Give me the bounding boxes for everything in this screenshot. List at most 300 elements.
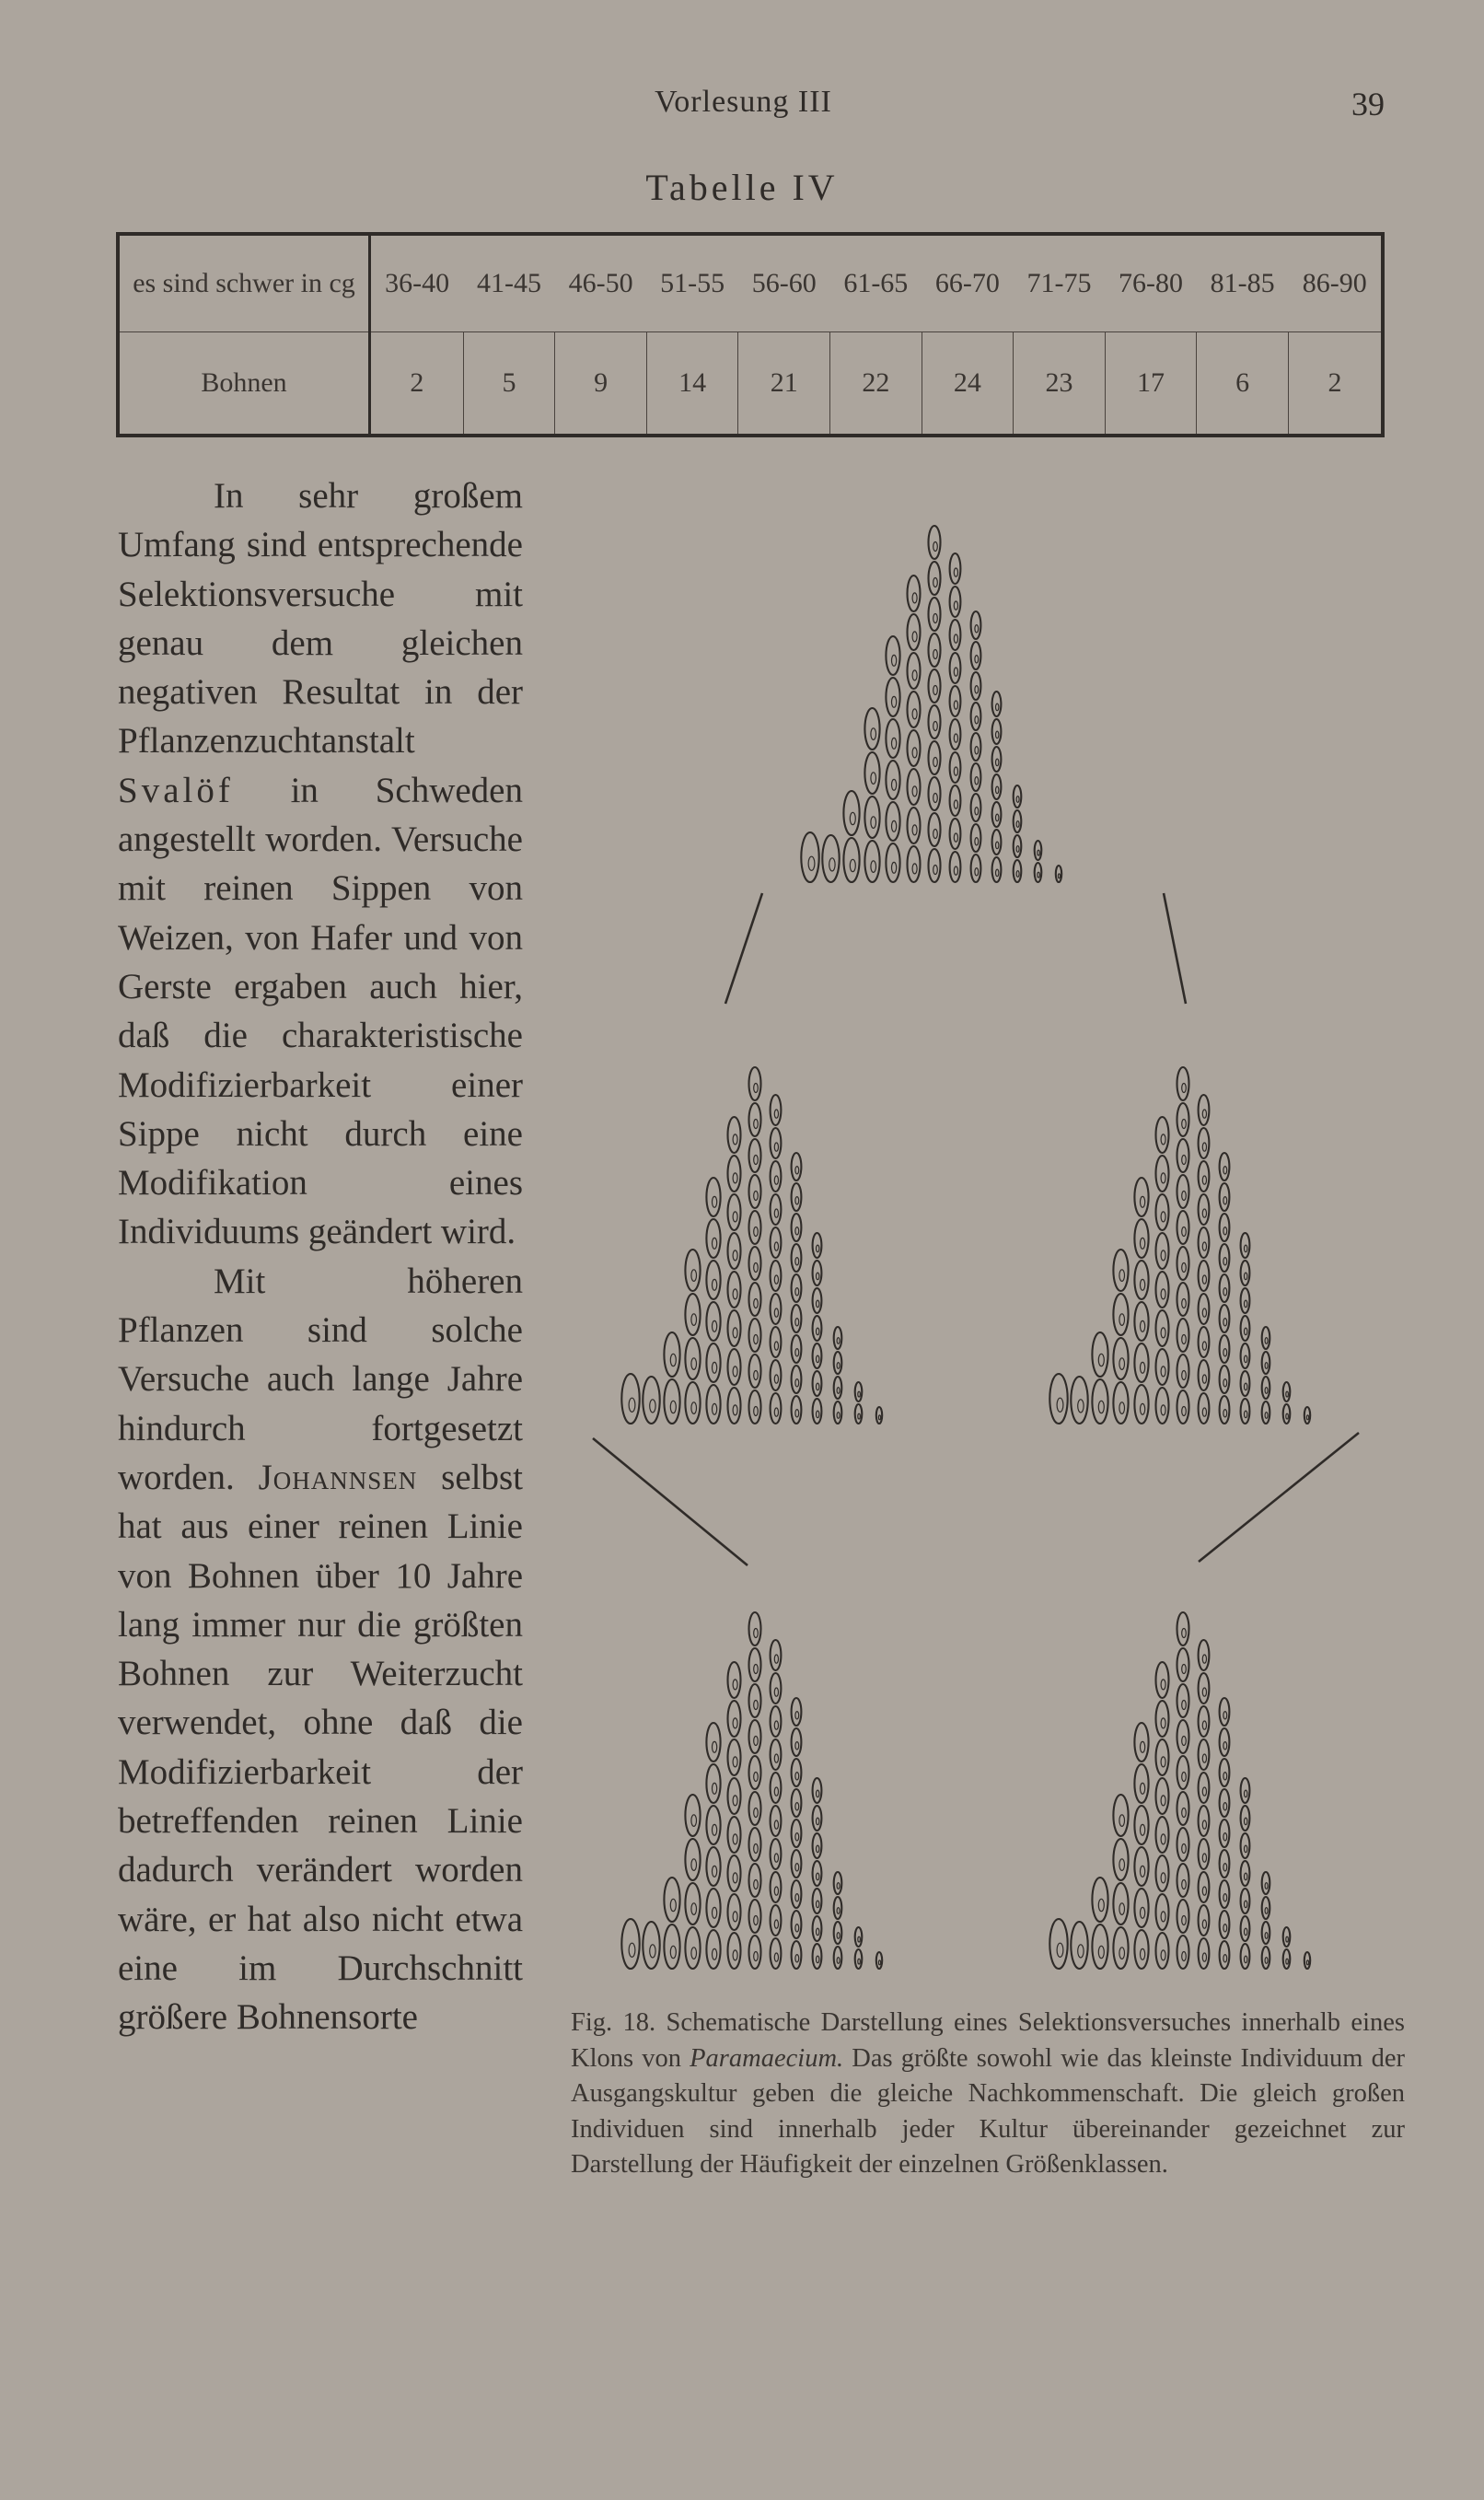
count-cell: 14 xyxy=(646,332,738,436)
cell-nucleus xyxy=(1119,1948,1125,1959)
cell-nucleus xyxy=(996,731,999,738)
column-header: 66-70 xyxy=(934,268,1000,298)
cell-nucleus xyxy=(670,1899,676,1911)
cell-nucleus xyxy=(754,1916,759,1925)
paragraph-text: In sehr großem Umfang sind entsprechende Selektionsversuche mit genau dem gleichen negativen Resultat in der Pflanzenzuchtanstalt xyxy=(118,476,523,762)
cell-nucleus xyxy=(975,625,979,633)
count-cell: 2 xyxy=(370,332,464,436)
cell-nucleus xyxy=(795,1379,799,1387)
cell-nucleus xyxy=(817,1383,819,1390)
cell-nucleus xyxy=(774,1820,778,1829)
cell-nucleus xyxy=(1141,1403,1145,1414)
cell-nucleus xyxy=(954,634,957,643)
cell-nucleus xyxy=(754,1808,759,1818)
cell-nucleus xyxy=(837,1388,840,1394)
cell-nucleus xyxy=(1161,1173,1165,1183)
cell-nucleus xyxy=(795,1288,799,1296)
cell-nucleus xyxy=(1119,1815,1125,1827)
cell-nucleus xyxy=(1161,1134,1165,1145)
cell-nucleus xyxy=(975,716,979,724)
count-cell: 22 xyxy=(830,332,922,436)
cell-nucleus xyxy=(1141,1866,1145,1877)
parent-culture xyxy=(801,526,1061,882)
cell-nucleus xyxy=(817,1845,819,1853)
cell-nucleus xyxy=(954,767,957,775)
figure-caption xyxy=(571,2006,1405,2183)
cell-nucleus xyxy=(754,1880,759,1890)
cell-nucleus xyxy=(933,542,938,552)
cell-nucleus xyxy=(892,820,897,831)
column-header: 71-75 xyxy=(1026,268,1092,298)
page-number: 39 xyxy=(1351,86,1385,122)
column-header: 61-65 xyxy=(843,268,909,298)
cell-nucleus xyxy=(817,1790,819,1797)
cell-nucleus xyxy=(754,1263,759,1273)
cell-nucleus xyxy=(817,1355,819,1363)
cell-nucleus xyxy=(1141,1948,1145,1959)
cell-nucleus xyxy=(1223,1288,1227,1296)
cell-nucleus xyxy=(1245,1901,1247,1908)
cell-nucleus xyxy=(754,1665,759,1674)
cell-nucleus xyxy=(1119,1270,1125,1282)
cell-nucleus xyxy=(1161,1950,1165,1960)
cell-nucleus xyxy=(1265,1388,1268,1394)
cell-nucleus xyxy=(1161,1834,1165,1844)
cell-nucleus xyxy=(629,1943,635,1957)
cell-nucleus xyxy=(691,1314,697,1326)
cell-nucleus xyxy=(1161,1718,1165,1728)
cell-nucleus xyxy=(933,866,938,875)
cell-nucleus xyxy=(933,758,938,767)
cell-nucleus xyxy=(975,747,979,754)
cell-nucleus xyxy=(1286,1413,1289,1419)
cell-nucleus xyxy=(1245,1790,1247,1797)
cell-nucleus xyxy=(774,1375,778,1383)
cell-nucleus xyxy=(1202,1375,1206,1383)
cell-nucleus xyxy=(1265,1363,1268,1369)
cell-nucleus xyxy=(1202,1920,1206,1928)
cell-nucleus xyxy=(1223,1712,1227,1719)
paragraph xyxy=(118,471,523,1257)
cell-nucleus xyxy=(817,1956,819,1963)
cell-nucleus xyxy=(817,1328,819,1335)
cell-nucleus xyxy=(1286,1391,1289,1397)
table-header-row xyxy=(118,234,1383,332)
cell-nucleus xyxy=(975,686,979,693)
cell-nucleus xyxy=(892,862,897,873)
cell-nucleus xyxy=(1057,1398,1063,1412)
cell-nucleus xyxy=(1119,1903,1125,1915)
cell-nucleus xyxy=(774,1110,778,1118)
cell-nucleus xyxy=(713,1279,717,1290)
cell-nucleus xyxy=(817,1873,819,1880)
cell-nucleus xyxy=(1223,1349,1227,1356)
cell-nucleus xyxy=(1182,1371,1187,1380)
cell-nucleus xyxy=(733,1718,737,1728)
cell-nucleus xyxy=(754,1952,759,1961)
cell-nucleus xyxy=(837,1363,840,1369)
cell-nucleus xyxy=(837,1908,840,1914)
cell-nucleus xyxy=(1245,1956,1247,1963)
cell-nucleus xyxy=(1161,1328,1165,1338)
cell-nucleus xyxy=(795,1227,799,1235)
cell-nucleus xyxy=(871,817,876,829)
caption-text: Schematische Darstellung eines Selektionsversuches innerhalb eines Klons von xyxy=(571,2008,1405,2073)
cell-nucleus xyxy=(1119,1402,1125,1414)
cell-nucleus xyxy=(1223,1167,1227,1174)
cell-nucleus xyxy=(754,1773,759,1782)
cell-nucleus xyxy=(1223,1197,1227,1204)
cell-nucleus xyxy=(650,1400,655,1413)
cell-nucleus xyxy=(1245,1845,1247,1853)
cell-nucleus xyxy=(1306,1415,1308,1420)
cell-nucleus xyxy=(1223,1742,1227,1750)
cell-nucleus xyxy=(1161,1680,1165,1690)
body-text xyxy=(118,471,523,2042)
paragraph-text: Mit höheren Pflanzen sind solche Versuche auch lange Jahre hindurch fortgesetzt worden. xyxy=(118,1261,523,1497)
cell-nucleus xyxy=(754,1407,759,1416)
cell-nucleus xyxy=(1098,1946,1104,1958)
cell-nucleus xyxy=(774,1242,778,1250)
cell-nucleus xyxy=(1202,1721,1206,1729)
cell-nucleus xyxy=(1202,1275,1206,1284)
cell-nucleus xyxy=(912,864,917,874)
cell-nucleus xyxy=(850,859,855,871)
cell-nucleus xyxy=(1078,1400,1084,1413)
cell-nucleus xyxy=(1223,1864,1227,1871)
cell-nucleus xyxy=(1245,1383,1247,1390)
cell-nucleus xyxy=(713,1824,717,1835)
cell-nucleus xyxy=(754,1629,759,1638)
cell-nucleus xyxy=(1038,872,1040,878)
cell-nucleus xyxy=(817,1300,819,1308)
cell-nucleus xyxy=(1202,1655,1206,1663)
culture-right-bottom xyxy=(1049,1612,1310,1969)
cell-nucleus xyxy=(1182,1227,1187,1237)
cell-nucleus xyxy=(954,668,957,676)
cell-nucleus xyxy=(795,1894,799,1901)
cell-nucleus xyxy=(1202,1308,1206,1317)
cell-nucleus xyxy=(733,1912,737,1922)
cell-nucleus xyxy=(691,1402,697,1414)
cell-nucleus xyxy=(1202,1820,1206,1829)
cell-nucleus xyxy=(837,1413,840,1419)
cell-nucleus xyxy=(629,1398,635,1412)
cell-nucleus xyxy=(1141,1279,1145,1290)
cell-nucleus xyxy=(754,1227,759,1237)
cell-nucleus xyxy=(1202,1242,1206,1250)
cell-nucleus xyxy=(774,1176,778,1184)
cell-nucleus xyxy=(954,701,957,709)
cell-nucleus xyxy=(1182,1156,1187,1165)
paragraph-text: selbst hat aus einer reinen Linie von Bohnen über 10 Jahre lang immer nur die größten Bohnen zur Weiterzucht verwendet, ohne daß die Modifizierbarkeit der betreffenden reinen Linie dadurch verändert worden wäre, er hat also nicht etwa eine im Durchschnitt größere Bohnensorte xyxy=(118,1457,523,2038)
cell-nucleus xyxy=(817,1901,819,1908)
cell-nucleus xyxy=(996,842,999,849)
cell-nucleus xyxy=(1202,1688,1206,1696)
cell-nucleus xyxy=(837,1338,840,1344)
cell-nucleus xyxy=(1182,1737,1187,1746)
cell-nucleus xyxy=(1058,874,1060,878)
selection-experiment-figure xyxy=(552,460,1399,1998)
lineage-line xyxy=(1199,1433,1359,1562)
cell-nucleus xyxy=(1161,1873,1165,1883)
cell-nucleus xyxy=(933,578,938,587)
count-cell: 2 xyxy=(1288,332,1383,436)
cell-nucleus xyxy=(1119,1314,1125,1326)
cell-nucleus xyxy=(829,858,835,871)
cell-nucleus xyxy=(808,856,815,870)
cell-nucleus xyxy=(1202,1953,1206,1961)
cell-nucleus xyxy=(1182,1629,1187,1638)
cell-nucleus xyxy=(1265,1413,1268,1419)
cell-nucleus xyxy=(1161,1366,1165,1377)
cell-nucleus xyxy=(1182,1120,1187,1129)
cell-nucleus xyxy=(1245,1245,1247,1252)
column-header: 56-60 xyxy=(751,268,817,298)
cell-nucleus xyxy=(858,1413,861,1419)
cell-nucleus xyxy=(1202,1342,1206,1350)
cell-nucleus xyxy=(996,703,999,711)
cell-nucleus xyxy=(1161,1212,1165,1222)
cell-nucleus xyxy=(912,632,917,642)
cell-nucleus xyxy=(1265,1883,1268,1890)
cell-nucleus xyxy=(817,1273,819,1280)
cell-nucleus xyxy=(1098,1899,1104,1911)
cell-nucleus xyxy=(733,1328,737,1338)
cell-nucleus xyxy=(713,1741,717,1752)
culture-left-middle xyxy=(621,1067,882,1424)
cell-nucleus xyxy=(733,1134,737,1145)
cell-nucleus xyxy=(1182,1665,1187,1674)
cell-nucleus xyxy=(713,1403,717,1414)
cell-nucleus xyxy=(1119,1358,1125,1370)
cell-nucleus xyxy=(1245,1928,1247,1936)
cell-nucleus xyxy=(713,1948,717,1959)
cell-nucleus xyxy=(1161,1757,1165,1767)
table-caption: Tabelle IV xyxy=(645,167,839,208)
cell-nucleus xyxy=(1245,1273,1247,1280)
cell-nucleus xyxy=(713,1238,717,1249)
cell-nucleus xyxy=(754,1335,759,1344)
cell-nucleus xyxy=(1161,1912,1165,1922)
cell-nucleus xyxy=(912,786,917,797)
cell-nucleus xyxy=(850,812,855,824)
cell-nucleus xyxy=(817,1928,819,1936)
cell-nucleus xyxy=(1182,1916,1187,1925)
cell-nucleus xyxy=(691,1815,697,1827)
count-cell: 6 xyxy=(1197,332,1289,436)
cell-nucleus xyxy=(774,1209,778,1217)
cell-nucleus xyxy=(1202,1209,1206,1217)
cell-nucleus xyxy=(1161,1250,1165,1261)
cell-nucleus xyxy=(795,1773,799,1780)
cell-nucleus xyxy=(912,670,917,680)
cell-nucleus xyxy=(1098,1401,1104,1413)
cell-nucleus xyxy=(1306,1960,1308,1965)
cell-nucleus xyxy=(1202,1110,1206,1118)
place-name: Svalöf xyxy=(118,770,234,810)
culture-left-bottom xyxy=(621,1612,882,1969)
cell-nucleus xyxy=(774,1854,778,1862)
count-cell: 24 xyxy=(922,332,1014,436)
cell-nucleus xyxy=(774,1887,778,1895)
cell-nucleus xyxy=(774,1275,778,1284)
cell-nucleus xyxy=(774,1754,778,1762)
cell-nucleus xyxy=(1016,821,1019,828)
cell-nucleus xyxy=(774,1920,778,1928)
cell-nucleus xyxy=(733,1289,737,1299)
cell-nucleus xyxy=(670,1946,676,1958)
cell-nucleus xyxy=(933,722,938,731)
cell-nucleus xyxy=(713,1907,717,1918)
cell-nucleus xyxy=(996,814,999,821)
cell-nucleus xyxy=(1223,1379,1227,1387)
cell-nucleus xyxy=(1141,1907,1145,1918)
column-header: 51-55 xyxy=(660,268,725,298)
count-cell: 17 xyxy=(1105,332,1197,436)
cell-nucleus xyxy=(954,568,957,576)
cell-nucleus xyxy=(1182,1808,1187,1818)
cell-nucleus xyxy=(1141,1196,1145,1207)
cell-nucleus xyxy=(1141,1362,1145,1373)
cell-nucleus xyxy=(912,825,917,835)
cell-nucleus xyxy=(713,1320,717,1331)
cell-nucleus xyxy=(774,1143,778,1151)
row-label-cell: Bohnen xyxy=(118,332,370,436)
cell-nucleus xyxy=(1182,1335,1187,1344)
cell-nucleus xyxy=(733,1405,737,1415)
count-cell: 21 xyxy=(738,332,830,436)
cell-nucleus xyxy=(892,738,897,749)
cell-nucleus xyxy=(1245,1355,1247,1363)
cell-nucleus xyxy=(1182,1701,1187,1710)
organism-name: Paramaecium. xyxy=(690,2043,844,2073)
cell-nucleus xyxy=(733,1680,737,1690)
cell-nucleus xyxy=(733,1212,737,1222)
caption-text: Das größte sowohl wie das kleinste Individuum der Ausgangskultur geben die gleiche Nachkommenschaft. Die gleich großen Individuen sind innerhalb jeder Kultur übereinander gezeichnet zur Darstellung der Häufigkeit der einzelnen Größenklassen. xyxy=(571,2043,1405,2179)
cell-nucleus xyxy=(996,869,999,877)
cell-nucleus xyxy=(774,1953,778,1961)
cell-nucleus xyxy=(774,1655,778,1663)
cell-nucleus xyxy=(754,1299,759,1308)
cell-nucleus xyxy=(878,1415,880,1420)
cell-nucleus xyxy=(795,1742,799,1750)
cell-nucleus xyxy=(858,1391,861,1397)
cell-nucleus xyxy=(817,1411,819,1418)
count-cell: 5 xyxy=(463,332,555,436)
cell-nucleus xyxy=(1223,1894,1227,1901)
cell-nucleus xyxy=(871,773,876,785)
cell-nucleus xyxy=(774,1308,778,1317)
cell-nucleus xyxy=(713,1783,717,1794)
cell-nucleus xyxy=(954,866,957,875)
cell-nucleus xyxy=(713,1362,717,1373)
cell-nucleus xyxy=(774,1342,778,1350)
cell-nucleus xyxy=(691,1948,697,1959)
cell-nucleus xyxy=(1057,1943,1063,1957)
cell-nucleus xyxy=(1098,1354,1104,1366)
column-header: 76-80 xyxy=(1119,268,1184,298)
cell-nucleus xyxy=(1265,1933,1268,1939)
cell-nucleus xyxy=(1265,1958,1268,1964)
cell-nucleus xyxy=(691,1903,697,1915)
cell-nucleus xyxy=(1223,1258,1227,1265)
cell-nucleus xyxy=(1202,1408,1206,1416)
cell-nucleus xyxy=(954,800,957,808)
cell-nucleus xyxy=(892,696,897,707)
cell-nucleus xyxy=(933,686,938,695)
cell-nucleus xyxy=(975,838,979,845)
cell-nucleus xyxy=(837,1933,840,1939)
figure-label: Fig. 18. xyxy=(571,2008,656,2037)
cell-nucleus xyxy=(1223,1773,1227,1780)
cell-nucleus xyxy=(858,1936,861,1942)
cell-nucleus xyxy=(1223,1833,1227,1841)
cell-nucleus xyxy=(754,1156,759,1165)
cell-nucleus xyxy=(670,1401,676,1413)
cell-nucleus xyxy=(817,1245,819,1252)
cell-nucleus xyxy=(754,1371,759,1380)
cell-nucleus xyxy=(933,614,938,623)
cell-nucleus xyxy=(754,1192,759,1201)
cell-nucleus xyxy=(878,1960,880,1965)
column-header: 86-90 xyxy=(1302,268,1367,298)
cell-nucleus xyxy=(733,1366,737,1377)
cell-nucleus xyxy=(1182,1299,1187,1308)
running-title: Vorlesung III xyxy=(655,85,832,119)
author-name: Johannsen xyxy=(258,1457,418,1497)
culture-right-middle xyxy=(1049,1067,1310,1424)
cell-nucleus xyxy=(933,830,938,839)
cell-nucleus xyxy=(754,1084,759,1093)
cell-nucleus xyxy=(754,1120,759,1129)
running-head xyxy=(0,85,1484,122)
cell-nucleus xyxy=(837,1958,840,1964)
cell-nucleus xyxy=(1245,1328,1247,1335)
cell-nucleus xyxy=(1161,1405,1165,1415)
cell-nucleus xyxy=(1223,1955,1227,1962)
cell-nucleus xyxy=(933,794,938,803)
lineage-line xyxy=(1164,893,1186,1004)
cell-nucleus xyxy=(996,786,999,794)
cell-nucleus xyxy=(1119,1859,1125,1871)
cell-nucleus xyxy=(691,1270,697,1282)
cell-nucleus xyxy=(795,1924,799,1932)
cell-nucleus xyxy=(1016,871,1019,878)
cell-nucleus xyxy=(1161,1796,1165,1806)
cell-nucleus xyxy=(1202,1787,1206,1796)
cell-nucleus xyxy=(1223,1924,1227,1932)
cell-nucleus xyxy=(912,709,917,719)
cell-nucleus xyxy=(1141,1741,1145,1752)
cell-nucleus xyxy=(871,728,876,740)
paragraph xyxy=(118,1257,523,2042)
cell-nucleus xyxy=(754,1737,759,1746)
cell-nucleus xyxy=(1182,1407,1187,1416)
count-cell: 9 xyxy=(555,332,647,436)
cell-nucleus xyxy=(1202,1754,1206,1762)
cell-nucleus xyxy=(1016,797,1019,803)
cell-nucleus xyxy=(774,1688,778,1696)
cell-nucleus xyxy=(1182,1952,1187,1961)
cell-nucleus xyxy=(774,1721,778,1729)
cell-nucleus xyxy=(871,861,876,873)
cell-nucleus xyxy=(733,1757,737,1767)
cell-nucleus xyxy=(1141,1824,1145,1835)
cell-nucleus xyxy=(933,650,938,659)
cell-nucleus xyxy=(954,833,957,842)
cell-nucleus xyxy=(1016,846,1019,853)
